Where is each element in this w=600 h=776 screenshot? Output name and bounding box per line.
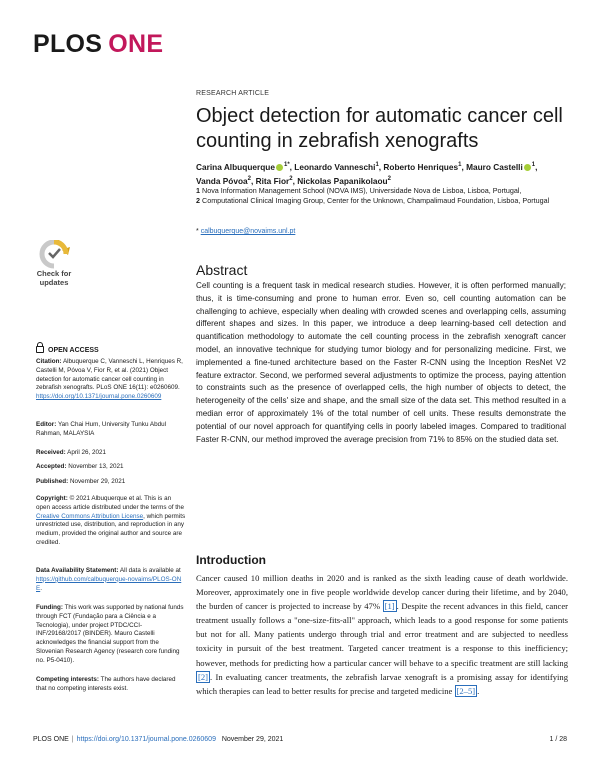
reference-link[interactable]: [1] <box>384 601 395 612</box>
copyright-label: Copyright: <box>36 495 68 502</box>
open-access-text: OPEN ACCESS <box>48 347 99 354</box>
affiliation-text: Nova Information Management School (NOVA IMS), Universidade Nova de Lisboa, Lisboa, Portugal, <box>202 186 522 195</box>
received-block <box>36 449 186 458</box>
check-updates-icon <box>32 240 76 270</box>
open-access-label <box>36 346 99 354</box>
author-line-2: Vanda Póvoa$^2$, Rita Fior$^2$, Nickolas Papanikolaou$^2$ <box>196 176 391 187</box>
author-sup: 2 <box>387 176 391 183</box>
copyright-text: © 2021 Albuquerque et al. This is an open access article distributed under the terms of the <box>36 495 185 511</box>
competing-interests-block <box>36 676 186 694</box>
author-sup: 1 <box>531 162 536 168</box>
copyright-block <box>36 495 186 548</box>
footer-doi-link[interactable]: https://doi.org/10.1371/journal.pone.0260609 <box>76 736 216 743</box>
introduction-heading: Introduction <box>196 553 266 567</box>
competing-interests-label: Competing interests: <box>36 676 99 683</box>
page-number: 1 / 28 <box>549 736 567 743</box>
copyright-text-end: , which permits unrestricted use, distribution, and reproduction in any medium, provided the original author and source are credited. <box>36 512 186 546</box>
competing-interests-text: The authors have declared that no competing interests exist. <box>36 676 176 692</box>
orcid-icon[interactable] <box>276 164 283 171</box>
received-date: April 26, 2021 <box>67 449 107 456</box>
author-name[interactable]: Roberto Henriques <box>383 161 459 172</box>
author-line-1: Carina Albuquerque $^{1*}$, Leonardo Vanneschi$^1$, Roberto Henriques$^1$, Mauro Castelli $^1$, <box>196 161 538 172</box>
author-name[interactable]: Nickolas Papanikolaou <box>297 176 388 187</box>
author-sup: 2 <box>247 176 251 183</box>
intro-text-part: . In evaluating cancer treatments, the zebrafish larvae xenograft is a promising assay for identifying which therapies can lead to better results for precise and targeted medicine <box>196 671 568 696</box>
data-availability-label: Data Availability Statement: <box>36 567 119 574</box>
affiliation-text: Computational Clinical Imaging Group, Center for the Unknown, Champalimaud Foundation, Lisboa, Portugal <box>202 196 550 206</box>
footer-journal: PLOS ONE <box>33 736 69 743</box>
check-updates-label <box>32 270 76 287</box>
citation-block <box>36 358 186 402</box>
reference-link[interactable]: [2] <box>198 671 209 682</box>
check-updates-line: Check for <box>36 269 72 278</box>
editor-block <box>36 421 186 439</box>
author-name[interactable]: Mauro Castelli <box>466 161 523 172</box>
orcid-icon[interactable] <box>524 164 531 171</box>
intro-text-part: Cancer caused 10 million deaths in 2020 and is ranked as the sixth leading cause of death worldwide. Moreover, approximately one in five people worldwide develop cancer during their lifetime, and by 2040, the burden of cancer is projected to increase by 47% <box>196 573 568 612</box>
author-sup: 2 <box>289 176 293 183</box>
editor-text: Yan Chai Hum, University Tunku Abdul Rahman, MALAYSIA <box>36 421 166 437</box>
data-availability-block <box>36 567 186 593</box>
accepted-block <box>36 463 186 472</box>
correspondence-email-link[interactable]: calbuquerque@novaims.unl.pt <box>200 228 296 235</box>
journal-logo[interactable] <box>33 30 163 59</box>
affiliation-2 <box>196 196 576 206</box>
logo-one: ONE <box>108 30 164 58</box>
affiliation-number: 2 <box>196 196 200 206</box>
intro-text-part: . <box>477 685 480 696</box>
author-name[interactable]: Rita Fior <box>255 176 290 187</box>
funding-block <box>36 604 186 666</box>
check-for-updates-badge[interactable] <box>32 240 76 294</box>
author-sup: 1* <box>283 162 290 168</box>
reference-link[interactable]: [2–5] <box>456 685 476 696</box>
correspondence <box>196 228 295 235</box>
license-link[interactable]: Creative Commons Attribution License <box>36 512 144 520</box>
received-label: Received: <box>36 449 66 456</box>
logo-plos: PLOS <box>33 30 103 58</box>
affiliations <box>196 186 576 206</box>
intro-text-part: . Despite the recent advances in this field, cancer treatment usually follows a "one-size-fits-all" approach, which leads to a good response for some patients but not for all. Many patients undergo through trial and error treatment and are subjected to needless toxicity in pursuit of the best treatment. Targeted cancer treatment is a response to this inefficiency; however, methods for predicting how a particular cancer will behave to a specific treatment are still lacking <box>196 601 569 668</box>
funding-label: Funding: <box>36 604 63 611</box>
footer-date: November 29, 2021 <box>221 736 284 743</box>
author-name[interactable]: Vanda Póvoa <box>196 176 248 187</box>
published-label: Published: <box>36 478 69 485</box>
page-footer <box>33 736 283 743</box>
accepted-date: November 13, 2021 <box>68 463 124 470</box>
author-name[interactable]: Carina Albuquerque <box>196 161 275 172</box>
check-updates-line: updates <box>39 277 69 287</box>
author-sup: 1 <box>375 162 379 168</box>
article-title: Object detection for automatic cancer cell counting in zebrafish xenografts <box>196 105 563 152</box>
funding-text: This work was supported by national funds through FCT (Fundação para a Ciência e a Tecnologia), under project PTDC/CCI-INF/29168/2017 (BINDER). Mauro Castelli acknowledges the financial support from the Slovenian Research Agency (research core funding no. P5-0410). <box>36 604 184 664</box>
abstract-heading: Abstract <box>196 262 248 278</box>
author-name[interactable]: Leonardo Vanneschi <box>294 161 376 172</box>
author-list <box>196 159 576 188</box>
published-block <box>36 478 186 487</box>
affiliation-number: 1 <box>196 186 200 195</box>
affiliation-1 <box>196 186 576 196</box>
article-type-label: RESEARCH ARTICLE <box>196 90 270 97</box>
abstract-text: Cell counting is a frequent task in medical research studies. However, it is often performed manually; thus, it is time-consuming and prone to human error. Even so, cell counting automation can be challenging to achieve, especially when dealing with crowded scenes and overlapping cells, assuming different shapes and sizes. In this paper, we introduce a deep learning-based cell detection and quantification methodology to automate the cell counting process in the zebrafish xenograft cancer model, an innovative technique for studying tumor biology and for personalizing medicine. First, we implemented a fine-tuned architecture based on the Faster R-CNN using the Inception ResNet V2 feature extractor. Second, we performed several adjustments to optimize the process, paying attention to constraints such as the presence of overlapped cells, the high number of objects to detect, the heterogeneity of the cells' size and shape, and the small size of the data set. This method resulted in a median error of approximately 1% of the total number of cell units. These results demonstrate the potential of our novel approach for quantifying cells in poorly labeled images. Compared to traditional Faster R-CNN, our method improved the average precision from 71% to 85% on the studied data set. <box>196 281 566 444</box>
data-availability-end: . <box>40 584 42 592</box>
correspondence-marker: * <box>196 228 199 235</box>
accepted-label: Accepted: <box>36 463 67 470</box>
open-lock-icon <box>36 346 44 353</box>
citation-label: Citation: <box>36 358 62 365</box>
footer-separator: | <box>71 736 74 743</box>
author-sup: 1 <box>458 162 462 168</box>
published-date: November 29, 2021 <box>69 478 126 485</box>
data-availability-text: All data is available at <box>119 567 181 574</box>
citation-text: Albuquerque C, Vanneschi L, Henriques R, Castelli M, Póvoa V, Fior R, et al. (2021) Object detection for automatic cancer cell counting in zebrafish xenografts. PLoS ONE 16(11): e0260609. <box>36 358 183 392</box>
introduction-text <box>196 571 568 698</box>
data-repository-link[interactable]: https://github.com/calbuquerque-novaims/PLOS-ONE <box>36 575 182 592</box>
editor-label: Editor: <box>36 421 57 428</box>
citation-doi-link[interactable]: https://doi.org/10.1371/journal.pone.0260609 <box>36 393 162 401</box>
